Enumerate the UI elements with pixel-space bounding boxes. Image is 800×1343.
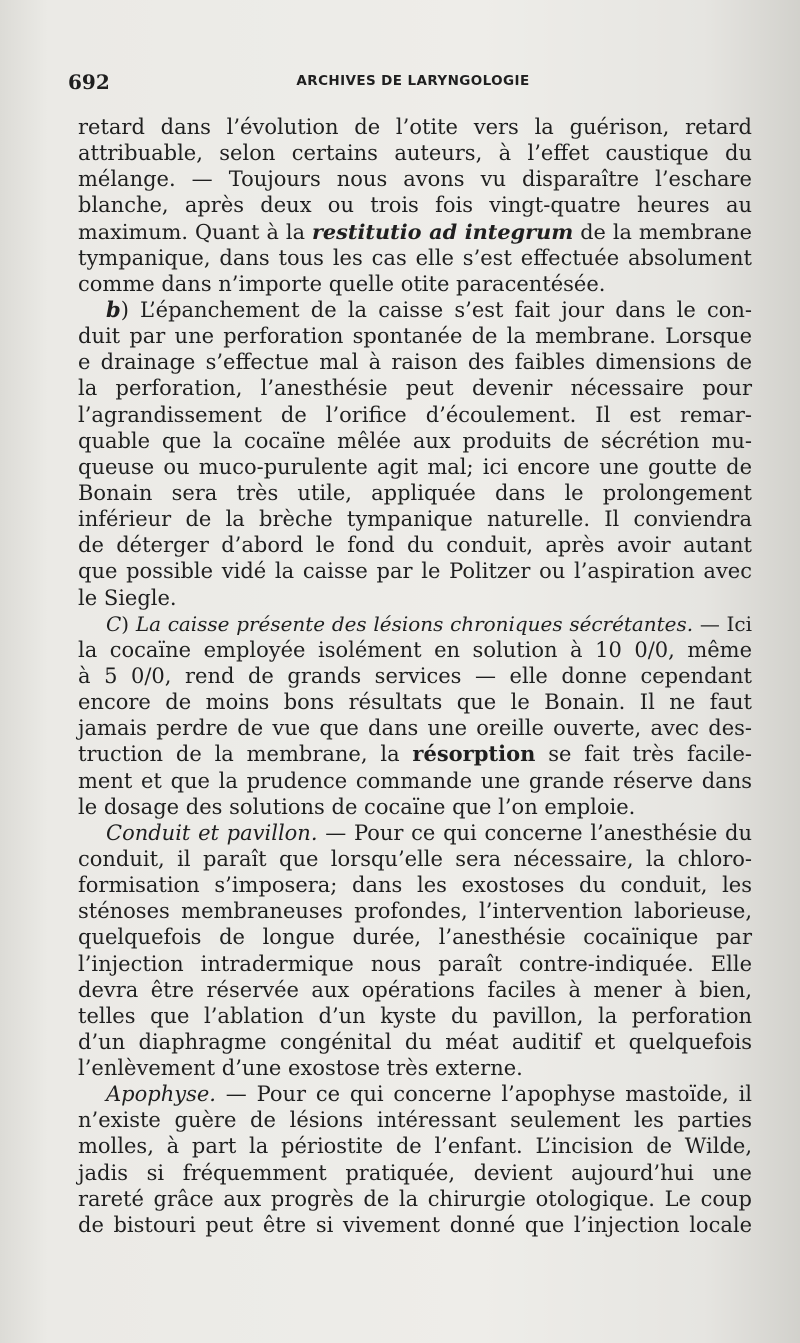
paragraph-c-start: C) La caisse présente des lésions chroniques sécrétantes. — Ici xyxy=(106,611,752,636)
text-line: sténoses membraneuses profondes, l’intervention laborieuse, xyxy=(78,899,752,924)
page-header xyxy=(68,70,758,94)
text-line: l’injection intradermique nous paraît contre-indiquée. Elle xyxy=(78,951,752,976)
text-line: telles que l’ablation d’un kyste du pavillon, la perforation xyxy=(78,1003,752,1028)
text-line: le dosage des solutions de cocaïne que l’on emploie. xyxy=(78,794,636,819)
text-line: ment et que la prudence commande une grande réserve dans xyxy=(78,768,752,793)
text-line: de bistouri peut être si vivement donné que l’injection locale xyxy=(78,1212,752,1237)
text-line: molles, à part la périostite de l’enfant. L’incision de Wilde, xyxy=(78,1134,752,1159)
text-line: de déterger d’abord le fond du conduit, après avoir autant xyxy=(78,533,752,558)
text-line: duit par une perforation spontanée de la membrane. Lorsque xyxy=(78,324,752,349)
text-line: que possible vidé la caisse par le Politzer ou l’aspiration avec xyxy=(78,559,752,584)
paragraph-b-start: b) L’épanchement de la caisse s’est fait jour dans le con- xyxy=(106,296,752,322)
text-line: comme dans n’importe quelle otite paracentésée. xyxy=(78,271,606,296)
text-line: la perforation, l’anesthésie peut devenir nécessaire pour xyxy=(78,376,752,401)
text-line: quable que la cocaïne mêlée aux produits de sécrétion mu- xyxy=(78,428,752,453)
text-line: inférieur de la brèche tympanique naturelle. Il conviendra xyxy=(78,507,752,532)
page-number: 692 xyxy=(68,70,110,94)
running-title: ARCHIVES DE LARYNGOLOGIE xyxy=(296,73,530,89)
text-line: à 5 0/0, rend de grands services — elle donne cependant xyxy=(78,663,752,688)
text-line: encore de moins bons résultats que le Bonain. Il ne faut xyxy=(78,690,752,715)
text-line: maximum. Quant à la restitutio ad integrum de la membrane xyxy=(78,218,752,244)
text-line: le Siegle. xyxy=(78,585,177,610)
text-line: quelquefois de longue durée, l’anesthésie cocaïnique par xyxy=(78,925,752,950)
body-text xyxy=(78,114,752,1238)
text-line: queuse ou muco-purulente agit mal; ici encore une goutte de xyxy=(78,454,752,479)
text-line: conduit, il paraît que lorsqu’elle sera nécessaire, la chloro- xyxy=(78,846,752,871)
text-line: devra être réservée aux opérations faciles à mener à bien, xyxy=(78,977,752,1002)
text-line: l’agrandissement de l’orifice d’écoulement. Il est remar- xyxy=(78,402,752,427)
text-line: la cocaïne employée isolément en solution à 10 0/0, même xyxy=(78,637,752,662)
paragraph-apophyse-start: Apophyse. — Pour ce qui concerne l’apophyse mastoïde, il xyxy=(106,1082,752,1107)
text-line: jadis si fréquemment pratiquée, devient aujourd’hui une xyxy=(78,1160,752,1185)
text-line: mélange. — Toujours nous avons vu disparaître l’eschare xyxy=(78,167,752,192)
text-line: rareté grâce aux progrès de la chirurgie otologique. Le coup xyxy=(78,1186,752,1211)
text-line: retard dans l’évolution de l’otite vers la guérison, retard xyxy=(78,115,752,139)
text-line: attribuable, selon certains auteurs, à l’effet caustique du xyxy=(78,141,752,166)
text-line: n’existe guère de lésions intéressant seulement les parties xyxy=(78,1108,752,1133)
text-line: truction de la membrane, la résorption se fait très facile- xyxy=(78,741,752,767)
text-line: jamais perdre de vue que dans une oreille ouverte, avec des- xyxy=(78,716,752,741)
text-line: e drainage s’effectue mal à raison des faibles dimensions de xyxy=(78,350,752,375)
text-line: formisation s’imposera; dans les exostoses du conduit, les xyxy=(78,873,752,898)
text-line: Bonain sera très utile, appliquée dans le prolongement xyxy=(78,480,752,505)
text-line: tympanique, dans tous les cas elle s’est effectuée absolument xyxy=(78,245,752,270)
text-line: blanche, après deux ou trois fois vingt-quatre heures au xyxy=(78,193,752,218)
text-line: l’enlèvement d’une exostose très externe. xyxy=(78,1056,523,1081)
paragraph-conduit-start: Conduit et pavillon. — Pour ce qui concerne l’anesthésie du xyxy=(106,820,752,845)
text-line: d’un diaphragme congénital du méat auditif et quelquefois xyxy=(78,1029,752,1054)
